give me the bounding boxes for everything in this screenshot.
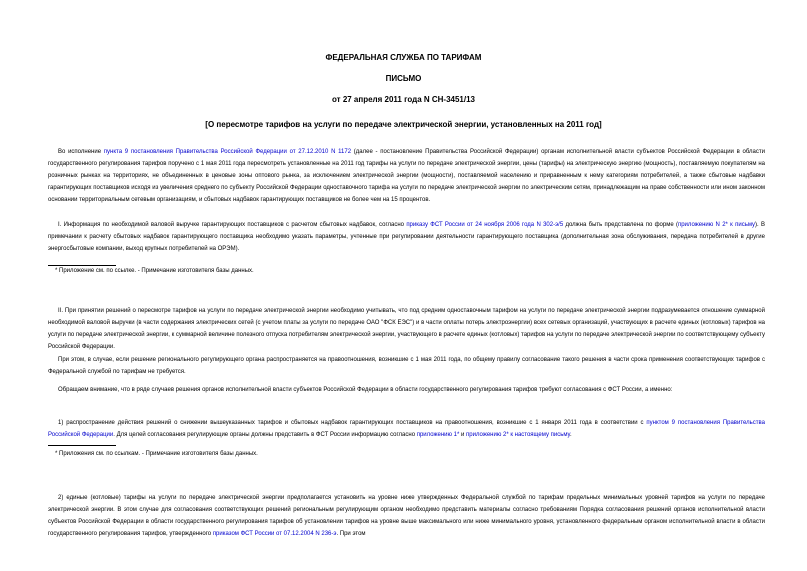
link-appendix-1[interactable]: приложению 1* — [416, 431, 460, 438]
paragraph-section-2: II. При принятии решений о пересмотре тарифов на услуги по передаче электрической энергии необходимо учитывать, что под средним одноставочным тарифом на услуги по передаче электрической энергии подразумевается отношение суммарной необходимой валовой выручки (в части содержания электрических сетей (с учетом платы за услуги по передаче ОАО "ФСК ЕЭС") и в части оплаты потерь электроэнергии) всех сетевых организаций, участвующих в расчете единых (котловых) тарифов на услуги по передаче электрической энергии, к суммарной величине полезного отпуска потребителям электрической энергии, участвующего в расчете единых (котловых) тарифов на услуги по передаче электрической энергии по соответствующему субъекту Российской Федерации. — [48, 308, 765, 350]
link-appendix-2[interactable]: приложению N 2* к письму — [677, 222, 756, 228]
text-segment: 2) единые (котловые) тарифы на услуги по передаче электрической энергии предполагается установить на уровне ниже утвержденных Федеральной службой по тарифам предельных минимальных уровней тарифов на услуги по передаче электрической энергии. В этом случае для согласования соответствующих решений региональным регулирующим органом необходимо представить материалы согласно требованиям Порядка согласования решений органов исполнительной власти субъектов Российской Федерации в области государственного регулирования тарифов об установлении тарифов на уровне выше максимального или ниже минимального уровня, установленного федеральным органом исполнительной власти в области государственного регулирования тарифов, утвержденного — [48, 495, 765, 537]
text-segment: . Для целей согласования регулирующие органы должны представить в ФСТ России информацию согласно — [113, 431, 417, 438]
agency-heading: ФЕДЕРАЛЬНАЯ СЛУЖБА ПО ТАРИФАМ — [325, 53, 482, 62]
text-segment: (далее - постановление Правительства Российской Федерации) органам исполнительной власти субъектов Российской Федерации в области государственного регулирования тарифов поручено с 1 мая 2011 года пересмотреть установленные на 2011 год тарифы на услуги по передаче электрической энергии, цены (тарифы) на электрическую энергию (мощность), поставляемую покупателям на розничных рынках на территориях, не объединенных в ценовые зоны оптового рынка, за исключением электрической энергии (мощности), поставляемой населению и приравненным к нему категориям потребителей, а также сбытовые надбавки гарантирующих поставщиков исходя из увеличения среднего по субъекту Российской Федерации одноставочного тарифа на услуги по передаче электрической энергии по электрическим сетям, принадлежащим на праве собственности или ином законном основании территориальным сетевым организациям, и сбытовых надбавок гарантирующих поставщиков не более чем на 15 процентов. — [48, 149, 765, 203]
link-gov-decree-1172[interactable]: пункта 9 постановления Правительства Российской Федерации от 27.12.2010 N 1172 — [103, 149, 352, 155]
text-segment: должна быть представлена по форме ( — [563, 222, 678, 228]
text-segment: . При этом — [336, 530, 366, 537]
text-segment: 1) распространение действия решений о снижении вышеуказанных тарифов и сбытовых надбавок гарантирующих поставщиков на правоотношения, возникшие с 1 января 2011 года в соответствии с — [58, 420, 647, 426]
text-segment: ). В примечании к расчету сбытовых надбавок гарантирующего поставщика необходимо указать параметры, учтенные при регулировании деятельности гарантирующего поставщика (дополнительная зона обслуживания, передача потребителей в другие энергосбытовые компании, выход крупных потребителей на ОРЭМ). — [48, 222, 766, 252]
text-segment: и — [459, 431, 467, 438]
date-number-heading: от 27 апреля 2011 года N СН-3451/13 — [331, 95, 475, 104]
footnote-divider — [48, 445, 116, 446]
footnote-2: * Приложения см. по ссылкам. - Примечание изготовителя базы данных. — [55, 451, 258, 457]
paragraph-item-2 — [48, 493, 765, 541]
link-fst-order-236[interactable]: приказом ФСТ России от 07.12.2004 N 236-э — [212, 530, 337, 537]
paragraph-attention: Обращаем внимание, что в ряде случаев решения органов исполнительной власти субъектов Российской Федерации в области государственного регулирования тарифов требуют согласования с ФСТ России, а именно: — [58, 387, 673, 393]
paragraph-section-1 — [48, 220, 765, 256]
link-fst-order-302[interactable]: приказу ФСТ России от 24 ноября 2006 года N 302-э/5 — [406, 222, 564, 228]
subject-heading: [О пересмотре тарифов на услуги по передаче электрической энергии, установленных на 2011 год] — [205, 120, 602, 129]
link-appendix-2-letter[interactable]: приложению 2* к настоящему письму — [466, 431, 570, 438]
paragraph-intro — [48, 147, 765, 207]
footnote-divider — [48, 265, 116, 266]
paragraph-item-1 — [48, 418, 765, 442]
text-segment: . — [569, 431, 572, 438]
link-decree-point-9[interactable]: пунктом 9 постановления Правительства Российской Федерации — [48, 420, 766, 438]
text-segment: I. Информация по необходимой валовой выручке гарантирующих поставщиков с расчетом сбытовых надбавок, согласно — [58, 222, 407, 228]
document-type-heading: ПИСЬМО — [385, 74, 422, 83]
text-segment: Во исполнение — [58, 149, 104, 155]
paragraph-note: При этом, в случае, если решение регионального регулирующего органа распространяется на правоотношения, возникшие с 1 мая 2011 года, по общему правилу согласование такого решения в части срока применения соответствующих тарифов с Федеральной службой по тарифам не требуется. — [48, 357, 765, 375]
footnote-1: * Приложение см. по ссылке. - Примечание изготовителя базы данных. — [55, 268, 254, 274]
